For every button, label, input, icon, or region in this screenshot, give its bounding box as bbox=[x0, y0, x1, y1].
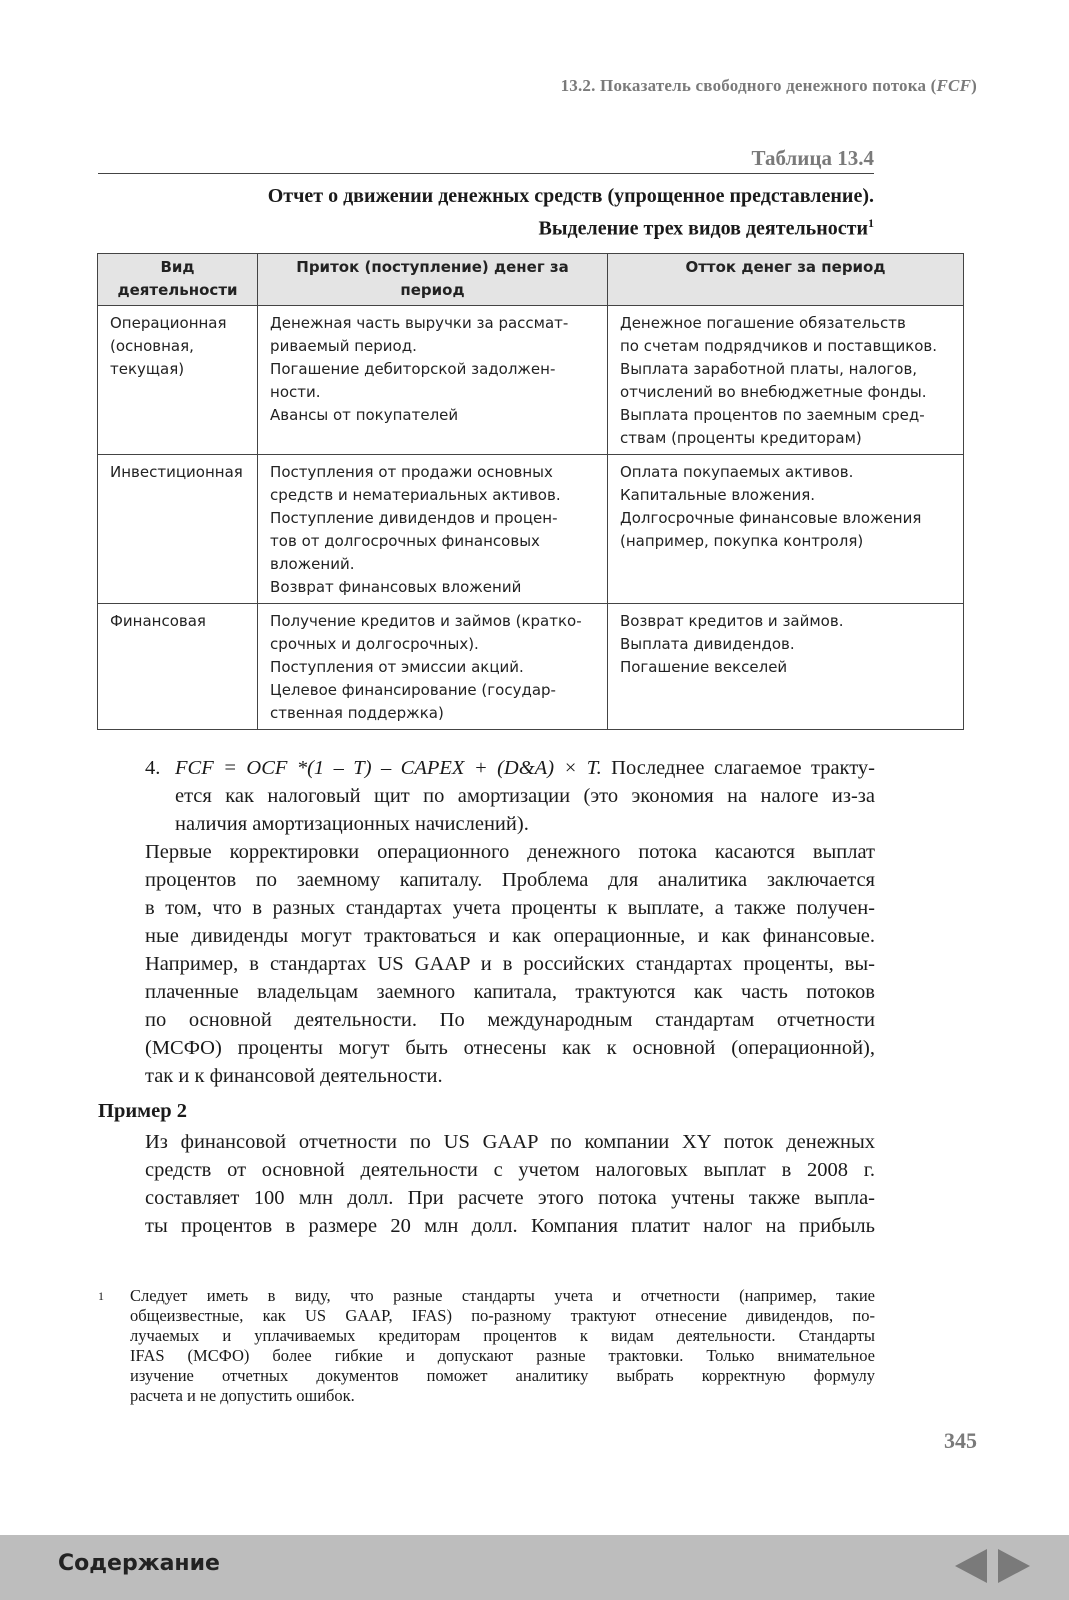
triangle-right-icon[interactable] bbox=[998, 1549, 1030, 1583]
fcf-formula: FCF = OCF *(1 – T) – CAPEX + (D&A) × T. bbox=[175, 757, 602, 779]
header-inflow: Приток (поступление) денег за период bbox=[258, 254, 608, 306]
table-title bbox=[98, 183, 874, 243]
table-row bbox=[98, 604, 964, 730]
page-number: 345 bbox=[944, 1428, 977, 1453]
header-activity: Вид деятельности bbox=[98, 254, 258, 306]
list-item-4: 4. FCF = OCF *(1 – T) – CAPEX + (D&A) × T. Последнее слагаемое тракту- ется как налоговый щит по амортизации (это экономия на налоге из-за наличия амортизационных начислений). bbox=[145, 754, 875, 838]
table-number: Таблица 13.4 bbox=[751, 146, 874, 170]
table-header-row bbox=[98, 254, 964, 306]
table-title-line1: Отчет о движении денежных средств (упрощенное представление). bbox=[267, 185, 874, 207]
activity-cell: Финансовая bbox=[98, 604, 258, 730]
cash-flow-table bbox=[97, 253, 964, 730]
footnote-text: Следует иметь в виду, что разные стандарты учета и отчетности (например, такие общеизвестные, как US GAAP, IFAS) по-разному трактуют отнесение дивидендов, по- лучаемых и уплачиваемых кредиторам процентов к видам деятельности. Стандарты IFAS (МСФО) более гибкие и допускают разные трактовки. Только внимательное изучение отчетных документов поможет аналитику выбрать корректную формулу расчета и не допустить ошибок. bbox=[130, 1286, 875, 1405]
example-heading: Пример 2 bbox=[98, 1100, 187, 1122]
running-head: 13.2. Показатель свободного денежного потока (FCF) bbox=[560, 76, 977, 95]
list-item-number: 4. bbox=[145, 757, 161, 779]
inflow-cell: Поступления от продажи основных средств и нематериальных активов. Поступление дивидендов и процен- тов от долгосрочных финансовых вложений. Возврат финансовых вложений bbox=[258, 455, 608, 604]
outflow-cell: Оплата покупаемых активов. Капитальные вложения. Долгосрочные финансовые вложения (например, покупка контроля) bbox=[607, 455, 963, 604]
title-footnote-mark: 1 bbox=[868, 216, 874, 230]
title-rule bbox=[98, 173, 874, 174]
outflow-cell: Возврат кредитов и займов. Выплата дивидендов. Погашение векселей bbox=[607, 604, 963, 730]
inflow-cell: Получение кредитов и займов (кратко- срочных и долгосрочных). Поступления от эмиссии акций. Целевое финансирование (государ- ственная поддержка) bbox=[258, 604, 608, 730]
header-outflow: Отток денег за период bbox=[607, 254, 963, 306]
activity-cell: Инвестиционная bbox=[98, 455, 258, 604]
triangle-left-icon[interactable] bbox=[955, 1549, 987, 1583]
table-row bbox=[98, 306, 964, 455]
bottom-toolbar bbox=[0, 1535, 1069, 1600]
outflow-cell: Денежное погашение обязательств по счетам подрядчиков и поставщиков. Выплата заработной платы, налогов, отчислений во внебюджетные фонды. Выплата процентов по заемным сред- ствам (проценты кредиторам) bbox=[607, 306, 963, 455]
table-row bbox=[98, 455, 964, 604]
paragraph-interest-adjustments: Первые корректировки операционного денежного потока касаются выплат процентов по заемному капиталу. Проблема для аналитика заключается в том, что в разных стандартах учета проценты к выплате, а также получен- ные дивиденды могут трактоваться и как операционные, и как финансовые. Например, в стандартах US GAAP и в российских стандартах проценты, вы- плаченные владельцам заемного капитала, трактуются как часть потоков по основной деятельности. По международным стандартам отчетности (МСФО) проценты могут быть отнесены как к основной (операционной), так и к финансовой деятельности. bbox=[145, 841, 875, 1087]
footnote-mark: 1 bbox=[98, 1289, 104, 1303]
footnote bbox=[98, 1286, 875, 1406]
contents-button[interactable]: Содержание bbox=[58, 1551, 220, 1576]
table-title-line2: Выделение трех видов деятельности bbox=[538, 217, 868, 240]
activity-cell: Операционная (основная, текущая) bbox=[98, 306, 258, 455]
example-paragraph: Из финансовой отчетности по US GAAP по компании XY поток денежных средств от основной деятельности с учетом налоговых выплат в 2008 г. составляет 100 млн долл. При расчете этого потока учтены также выпла- ты процентов в размере 20 млн долл. Компания платит налог на прибыль bbox=[145, 1131, 875, 1237]
inflow-cell: Денежная часть выручки за рассмат- риваемый период. Погашение дебиторской задолжен- ности. Авансы от покупателей bbox=[258, 306, 608, 455]
